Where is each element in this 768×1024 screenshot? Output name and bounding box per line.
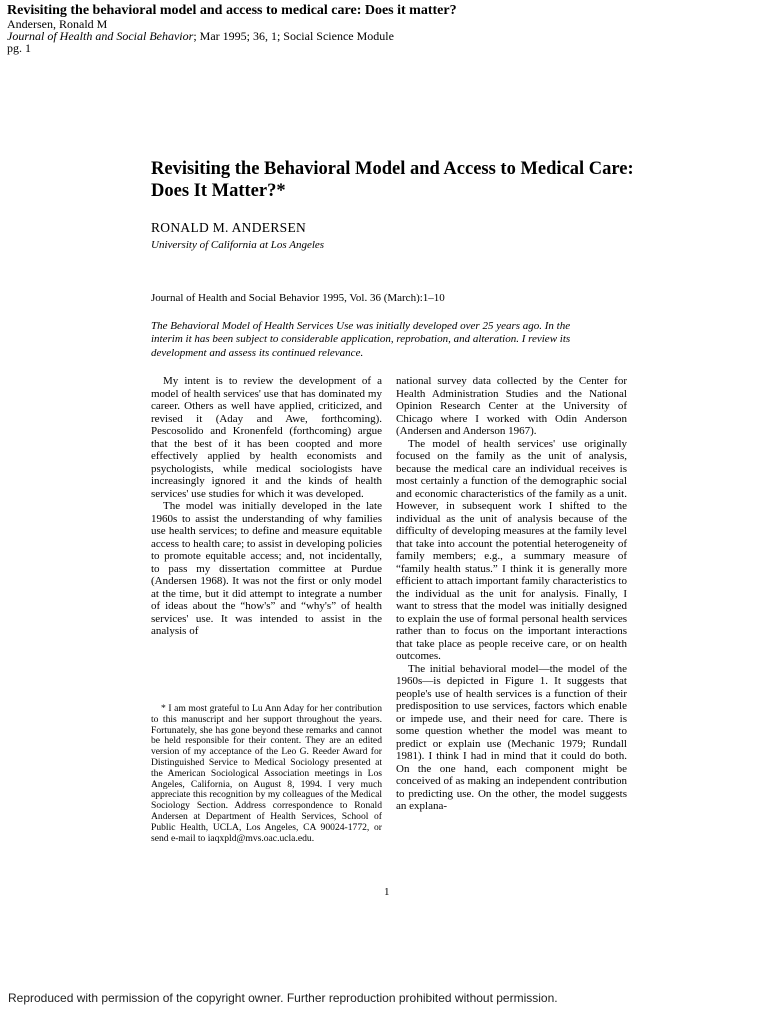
citation-title: Revisiting the behavioral model and access to medical care: Does it matter?	[7, 3, 457, 18]
citation-author: Andersen, Ronald M	[7, 17, 108, 31]
body-paragraph: national survey data collected by the Center for Health Administration Studies and the National Opinion Research Center at the University of Chicago where I worked with Odin Anderson (Andersen and Anderson 1967).	[396, 375, 627, 437]
article-title	[151, 158, 651, 202]
body-paragraph: The model of health services' use originally focused on the family as the unit of analysis, because the medical care an individual receives is most certainly a function of the demographic social and economic characteristics of the family as a unit. However, in subsequent work I shifted to the individual as the unit of analysis because of the difficulty of developing measures at the family level that take into account the potential heterogeneity of family members; e.g., a summary measure of “family health status.” I think it is generally more efficient to attach important family characteristics to the individual as the unit for analysis. Finally, I want to stress that the model was initially designed to explain the use of formal personal health services rather than to focus on the important interactions that take place as people receive care, or on health outcomes.	[396, 437, 627, 662]
citation-page: pg. 1	[7, 41, 31, 55]
citation-journal-name: Journal of Health and Social Behavior	[7, 29, 194, 43]
citation-journal	[7, 30, 457, 42]
body-column-right	[396, 375, 627, 813]
body-paragraph: The initial behavioral model—the model of the 1960s—is depicted in Figure 1. It suggests that people's use of health services is a function of their predisposition to use services, factors which enable or impede use, and their need for care. There is some question whether the model was meant to predict or explain use (Mechanic 1979; Rundall 1981). I think I had in mind that it could do both. On the one hand, each component might be conceived of as making an independent contribution to predicting use. On the other, the model suggests an explana-	[396, 662, 627, 812]
citation-header	[7, 3, 457, 54]
citation-journal-details: ; Mar 1995; 36, 1; Social Science Module	[193, 29, 394, 43]
body-paragraph: The model was initially developed in the late 1960s to assist the understanding of why families use health services; to define and measure equitable access to health care; to assist in developing policies to promote equitable access; and, not incidentally, to pass my dissertation committee at Purdue (Andersen 1968). It was not the first or only model at the time, but it did attempt to integrate a number of ideas about the “how's” and “why's” of health services' use. It was intended to assist in the analysis of	[151, 500, 382, 637]
abstract: The Behavioral Model of Health Services Use was initially developed over 25 years ago. In the interim it has been subject to considerable application, reprobation, and alteration. I review its development and assess its continued relevance.	[151, 320, 571, 359]
journal-reference: Journal of Health and Social Behavior 1995, Vol. 36 (March):1–10	[151, 292, 445, 304]
article-author: RONALD M. ANDERSEN	[151, 220, 307, 235]
article-title-line-2: Does It Matter?*	[151, 181, 286, 201]
reproduction-notice: Reproduced with permission of the copyright owner. Further reproduction prohibited without permission.	[8, 991, 558, 1005]
body-column-left	[151, 375, 382, 638]
body-paragraph: My intent is to review the development of a model of health services' use that has dominated my career. Others as well have applied, criticized, and revised it (Aday and Awe, forthcoming). Pescosolido and Kronenfeld (forthcoming) argue that the best of it has been coopted and more effectively applied by health economists and psychologists, while medical sociologists have increasingly ignored it and the kinds of health services' use studies for which it was developed.	[151, 375, 382, 500]
page-number: 1	[384, 886, 390, 898]
article-title-line-1: Revisiting the Behavioral Model and Access to Medical Care:	[151, 159, 634, 179]
footnote	[151, 704, 382, 844]
author-affiliation: University of California at Los Angeles	[151, 239, 325, 251]
footnote-text: * I am most grateful to Lu Ann Aday for her contribution to this manuscript and her support throughout the years. Fortunately, she has gone beyond these remarks and cannot be held responsible for their content. They are an edited version of my acceptance of the Leo G. Reeder Award for Distinguished Service to Medical Sociology presented at the American Sociological Association meetings in Los Angeles, California, on August 8, 1994. I very much appreciate this recognition by my colleagues of the Medical Sociology Section. Address correspondence to Ronald Andersen at Department of Health Services, School of Public Health, UCLA, Los Angeles, CA 90024-1772, or send e-mail to iaqxpld@mvs.oac.ucla.edu.	[151, 703, 382, 844]
